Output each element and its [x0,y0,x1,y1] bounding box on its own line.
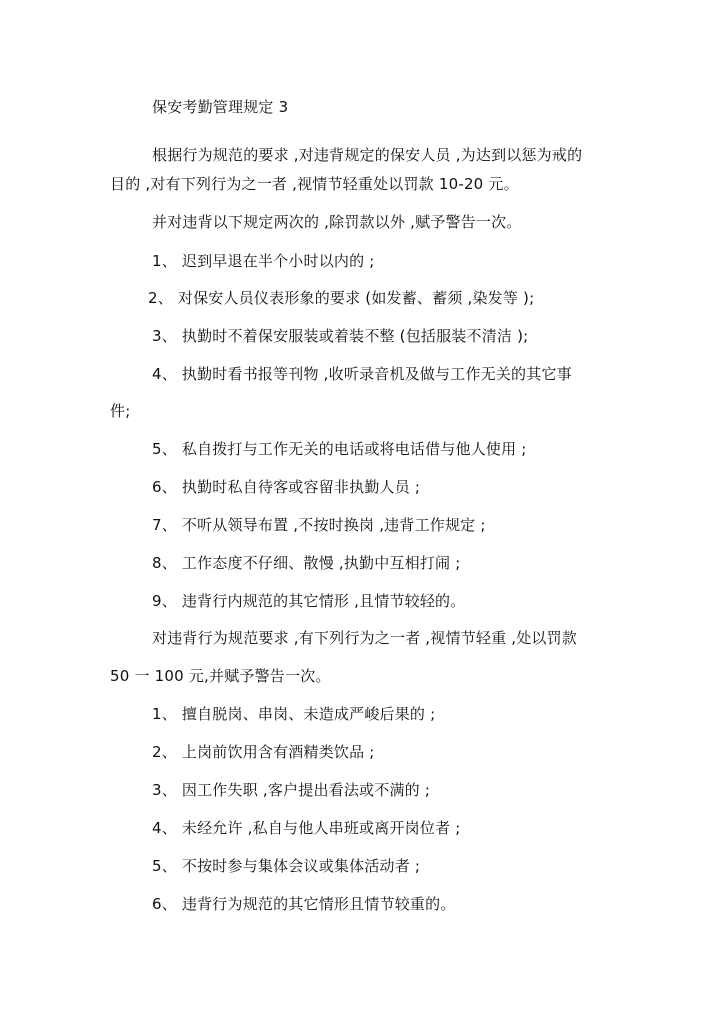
list-item: 3、 因工作失职 ,客户提出看法或不满的 ; [152,781,431,799]
list-item: 3、 执勤时不着保安服装或着装不整 (包括服装不清洁 ); [152,327,529,345]
list-item: 2、 上岗前饮用含有酒精类饮品 ; [152,743,375,761]
paragraph-3-line-1: 对违背行为规范要求 ,有下列行为之一者 ,视情节轻重 ,处以罚款 [152,629,578,647]
list-item: 4、 未经允许 ,私自与他人串班或离开岗位者 ; [152,819,461,837]
list-item: 5、 不按时参与集体会议或集体活动者 ; [152,857,421,875]
list-item: 2、 对保安人员仪表形象的要求 (如发蓄、蓄须 ,染发等 ); [148,289,535,307]
document-title: 保安考勤管理规定 3 [152,98,289,116]
list-item: 1、 迟到早退在半个小时以内的 ; [152,252,375,270]
paragraph-1-line-1: 根据行为规范的要求 ,对违背规定的保安人员 ,为达到以惩为戒的 [152,146,583,164]
list-item: 5、 私自拨打与工作无关的电话或将电话借与他人使用 ; [152,440,527,458]
paragraph-1-line-2: 目的 ,对有下列行为之一者 ,视情节轻重处以罚款 10-20 元。 [110,175,519,193]
list-item: 4、 执勤时看书报等刊物 ,收听录音机及做与工作无关的其它事 [152,365,572,383]
list-item: 6、 执勤时私自待客或容留非执勤人员 ; [152,478,421,496]
list-item: 9、 违背行内规范的其它情形 ,且情节较轻的。 [152,592,466,610]
paragraph-3-line-2: 50 一 100 元,并赋予警告一次。 [110,667,331,685]
list-item: 7、 不听从领导布置 ,不按时换岗 ,违背工作规定 ; [152,516,486,534]
list-item-continuation: 件; [110,402,131,420]
list-item: 8、 工作态度不仔细、散慢 ,执勤中互相打闹 ; [152,554,461,572]
list-item: 1、 擅自脱岗、串岗、未造成严峻后果的 ; [152,705,436,723]
paragraph-2: 并对违背以下规定两次的 ,除罚款以外 ,赋予警告一次。 [152,213,522,231]
list-item: 6、 违背行为规范的其它情形且情节较重的。 [152,895,456,913]
